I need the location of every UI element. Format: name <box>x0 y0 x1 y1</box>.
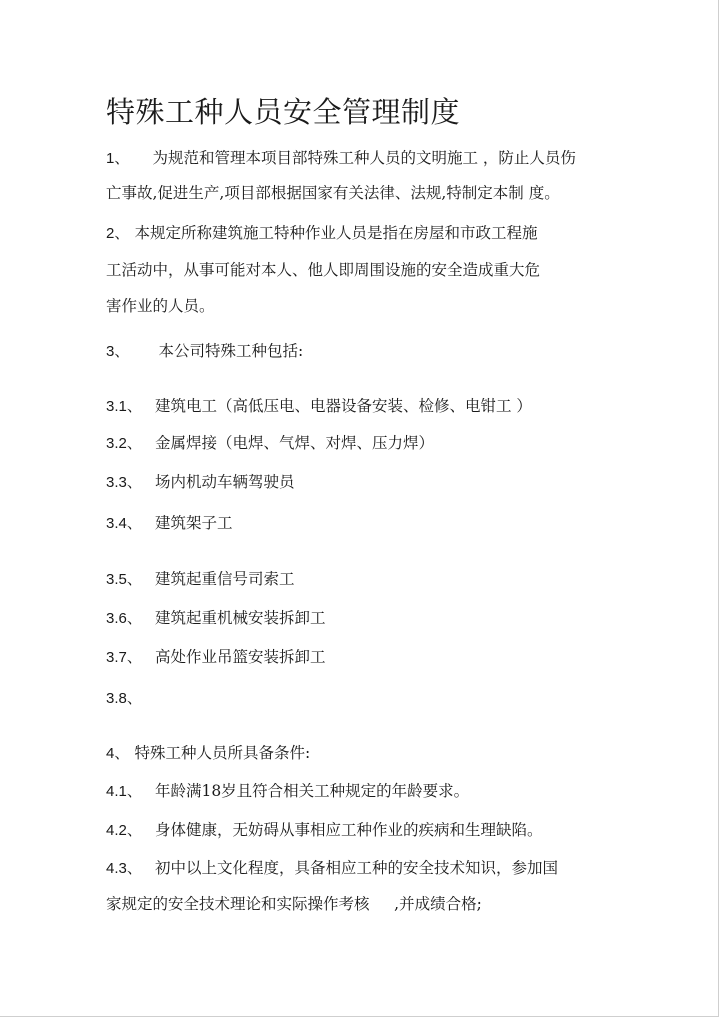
paragraph-2-line-1 <box>106 225 537 242</box>
list-item-4-1 <box>106 783 469 800</box>
item-number: 3.2、 <box>106 435 142 452</box>
item-text: 身体健康，无妨碍从事相应工种作业的疾病和生理缺陷。 <box>154 821 543 839</box>
paragraph-text: 为规范和管理本项目部特殊工种人员的文明施工 ，防止人员伤 <box>152 149 576 167</box>
item-text: 建筑电工（高低压电、电器设备安装、检修、电钳工 ） <box>154 397 532 415</box>
page-title: 特殊工种人员安全管理制度 <box>106 95 461 129</box>
item-number: 4.3、 <box>106 860 142 877</box>
item-number: 3.4、 <box>106 515 142 532</box>
item-number: 3.3、 <box>106 474 142 491</box>
paragraph-text: 特殊工种人员所具备条件: <box>134 744 311 762</box>
paragraph-2-line-2 <box>106 263 540 279</box>
list-item-3-3 <box>106 474 294 491</box>
item-number: 3.5、 <box>106 571 142 588</box>
list-item-4-3-line-2 <box>106 897 482 913</box>
paragraph-4 <box>106 745 310 762</box>
item-text: 建筑架子工 <box>154 514 233 532</box>
item-number: 3.7、 <box>106 649 142 666</box>
list-item-3-4 <box>106 515 232 532</box>
paragraph-2-line-3 <box>106 299 215 315</box>
list-item-3-6 <box>106 610 325 627</box>
list-item-3-5 <box>106 571 294 588</box>
paragraph-text: 本公司特殊工种包括: <box>158 342 304 360</box>
paragraph-1-line-2 <box>106 186 560 202</box>
item-number: 4、 <box>106 745 130 762</box>
item-text: 高处作业吊篮安装拆卸工 <box>154 648 326 666</box>
list-item-3-2 <box>106 435 434 452</box>
item-number: 2、 <box>106 225 130 242</box>
item-number: 3.8、 <box>106 690 142 707</box>
list-item-3-1 <box>106 398 532 415</box>
item-number: 4.2、 <box>106 822 142 839</box>
paragraph-text: 本规定所称建筑施工特种作业人员是指在房屋和市政工程施 <box>134 224 538 242</box>
item-text: 金属焊接（电焊、气焊、对焊、压力焊） <box>154 434 434 452</box>
item-text: 场内机动车辆驾驶员 <box>154 473 295 491</box>
item-text: 家规定的安全技术理论和实际操作考核 ,并成绩合格; <box>106 895 482 913</box>
item-text: 初中以上文化程度，具备相应工种的安全技术知识，参加国 <box>154 859 558 877</box>
item-text: 建筑起重信号司索工 <box>154 570 295 588</box>
item-text: 建筑起重机械安装拆卸工 <box>154 609 326 627</box>
item-number: 3、 <box>106 343 130 360</box>
list-item-3-7 <box>106 649 325 666</box>
paragraph-text: 工活动中，从事可能对本人、他人即周围设施的安全造成重大危 <box>106 261 541 279</box>
paragraph-3 <box>106 343 303 360</box>
item-number: 1、 <box>106 150 130 167</box>
item-number: 3.6、 <box>106 610 142 627</box>
item-number: 4.1、 <box>106 783 142 800</box>
list-item-4-2 <box>106 822 542 839</box>
item-number: 3.1、 <box>106 398 142 415</box>
paragraph-1-line-1 <box>106 150 576 167</box>
item-text: 年龄满18岁且符合相关工种规定的年龄要求。 <box>154 782 470 800</box>
list-item-4-3-line-1 <box>106 860 558 877</box>
paragraph-text: 害作业的人员。 <box>106 297 215 315</box>
paragraph-text: 亡事故,促进生产,项目部根据国家有关法律、法规,特制定本制 度。 <box>106 184 560 202</box>
list-item-3-8 <box>106 690 142 707</box>
